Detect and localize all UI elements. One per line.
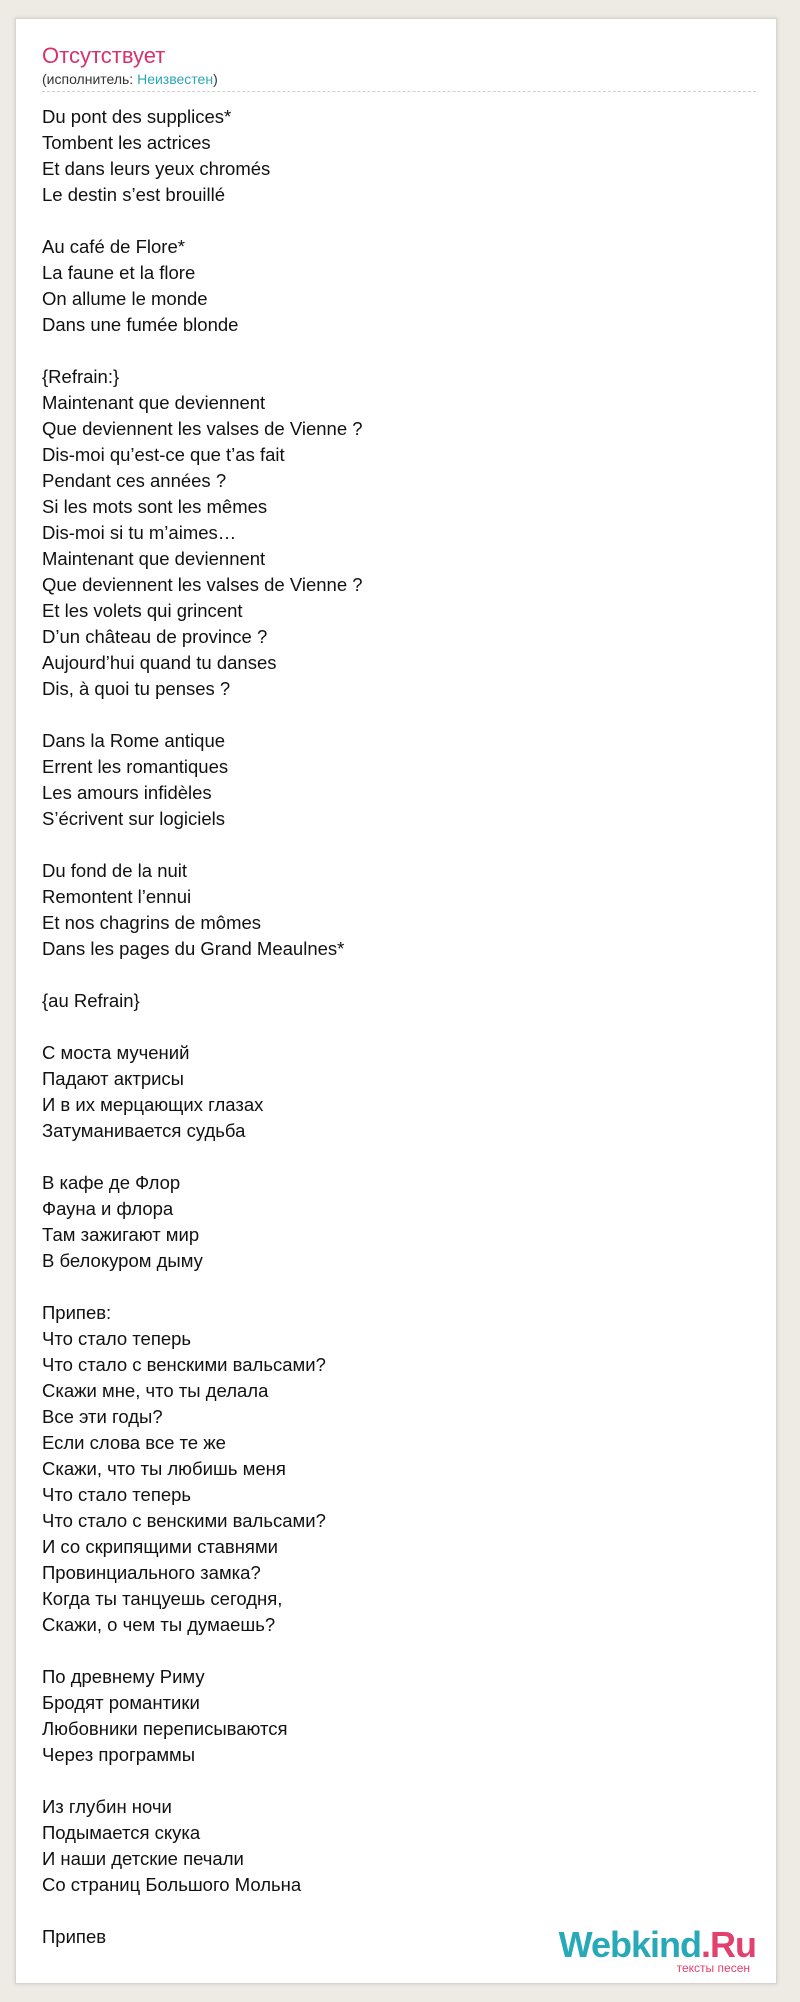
lyric-line: Aujourd’hui quand tu danses <box>42 652 277 673</box>
lyric-line: Что стало с венскими вальсами? <box>42 1510 326 1531</box>
lyric-line: Скажи, о чем ты думаешь? <box>42 1614 276 1635</box>
lyric-line <box>42 208 742 234</box>
lyric-line: Все эти годы? <box>42 1406 163 1427</box>
lyric-line: Любовники переписываются <box>42 1718 288 1739</box>
lyric-line: Du pont des supplices* <box>42 106 232 127</box>
lyric-line: Что стало теперь <box>42 1328 192 1349</box>
lyric-line <box>42 1768 742 1794</box>
lyric-line <box>42 1898 742 1924</box>
lyric-line: Remontent l’ennui <box>42 886 192 907</box>
lyrics-card <box>15 18 777 1984</box>
lyric-line: Et nos chagrins de mômes <box>42 912 262 933</box>
logo-brand: Webkind <box>558 1924 701 1965</box>
lyric-line: Si les mots sont les mêmes <box>42 496 268 517</box>
lyric-line: Dis-moi qu’est-ce que t’as fait <box>42 444 285 465</box>
lyric-line: Что стало с венскими вальсами? <box>42 1354 326 1375</box>
lyric-line: Припев: <box>42 1302 112 1323</box>
song-title: Отсутствует <box>42 43 166 68</box>
lyric-line: S’écrivent sur logiciels <box>42 808 226 829</box>
lyric-line: {Refrain:} <box>42 366 120 387</box>
lyrics-text <box>42 104 742 1950</box>
lyric-line: Dans une fumée blonde <box>42 314 239 335</box>
lyric-line: Que deviennent les valses de Vienne ? <box>42 418 363 439</box>
artist-line <box>42 70 756 88</box>
lyric-line: Со страниц Большого Мольна <box>42 1874 302 1895</box>
artist-suffix: ) <box>213 71 218 87</box>
lyric-line <box>42 832 742 858</box>
lyric-line: Затуманивается судьба <box>42 1120 246 1141</box>
lyric-line: La faune et la flore <box>42 262 196 283</box>
lyric-line: В белокуром дыму <box>42 1250 203 1271</box>
lyric-line: {au Refrain} <box>42 990 140 1011</box>
lyric-line: Tombent les actrices <box>42 132 211 153</box>
lyric-line: И в их мерцающих глазах <box>42 1094 264 1115</box>
lyric-line <box>42 1274 742 1300</box>
lyric-line: Из глубин ночи <box>42 1796 172 1817</box>
lyric-line: С моста мучений <box>42 1042 190 1063</box>
lyric-line: Du fond de la nuit <box>42 860 188 881</box>
lyric-line: Dis, à quoi tu penses ? <box>42 678 231 699</box>
lyric-line <box>42 338 742 364</box>
lyric-line: Провинциального замка? <box>42 1562 261 1583</box>
lyric-line: Если слова все те же <box>42 1432 226 1453</box>
lyric-line: В кафе де Флор <box>42 1172 181 1193</box>
lyric-line: Dans les pages du Grand Meaulnes* <box>42 938 345 959</box>
lyric-line <box>42 1014 742 1040</box>
lyric-line <box>42 702 742 728</box>
lyric-line: По древнему Риму <box>42 1666 205 1687</box>
lyric-line: Au café de Flore* <box>42 236 185 257</box>
lyric-line: Les amours infidèles <box>42 782 212 803</box>
lyric-line: Фауна и флора <box>42 1198 174 1219</box>
lyric-line: Там зажигают мир <box>42 1224 200 1245</box>
lyric-line <box>42 1638 742 1664</box>
lyric-line: Скажи, что ты любишь меня <box>42 1458 286 1479</box>
lyric-line: Dans la Rome antique <box>42 730 226 751</box>
lyric-line: Maintenant que deviennent <box>42 392 266 413</box>
lyric-line: Что стало теперь <box>42 1484 192 1505</box>
lyric-line: Maintenant que deviennent <box>42 548 266 569</box>
artist-link[interactable]: Неизвестен <box>137 71 214 87</box>
lyric-line: И со скрипящими ставнями <box>42 1536 278 1557</box>
lyric-line: Errent les romantiques <box>42 756 229 777</box>
lyric-line: Подымается скука <box>42 1822 201 1843</box>
site-logo[interactable] <box>558 1924 756 1975</box>
lyric-line: И наши детские печали <box>42 1848 244 1869</box>
logo-tld: .Ru <box>701 1924 756 1965</box>
lyric-line: Бродят романтики <box>42 1692 200 1713</box>
lyric-line: Et dans leurs yeux chromés <box>42 158 271 179</box>
lyric-line: Et les volets qui grincent <box>42 600 243 621</box>
lyric-line: On allume le monde <box>42 288 208 309</box>
lyric-line <box>42 962 742 988</box>
lyric-line: Когда ты танцуешь сегодня, <box>42 1588 283 1609</box>
logo-tagline: тексты песен <box>676 1961 750 1975</box>
lyric-line: Падают актрисы <box>42 1068 184 1089</box>
lyric-line: Que deviennent les valses de Vienne ? <box>42 574 363 595</box>
artist-prefix: (исполнитель: <box>42 71 138 87</box>
lyric-line <box>42 1144 742 1170</box>
song-header <box>42 42 756 92</box>
lyric-line: D’un château de province ? <box>42 626 268 647</box>
lyric-line: Le destin s’est brouillé <box>42 184 226 205</box>
lyric-line: Припев <box>42 1926 107 1947</box>
lyric-line: Через программы <box>42 1744 196 1765</box>
lyric-line: Скажи мне, что ты делала <box>42 1380 269 1401</box>
lyric-line: Dis-moi si tu m’aimes… <box>42 522 237 543</box>
lyric-line: Pendant ces années ? <box>42 470 227 491</box>
